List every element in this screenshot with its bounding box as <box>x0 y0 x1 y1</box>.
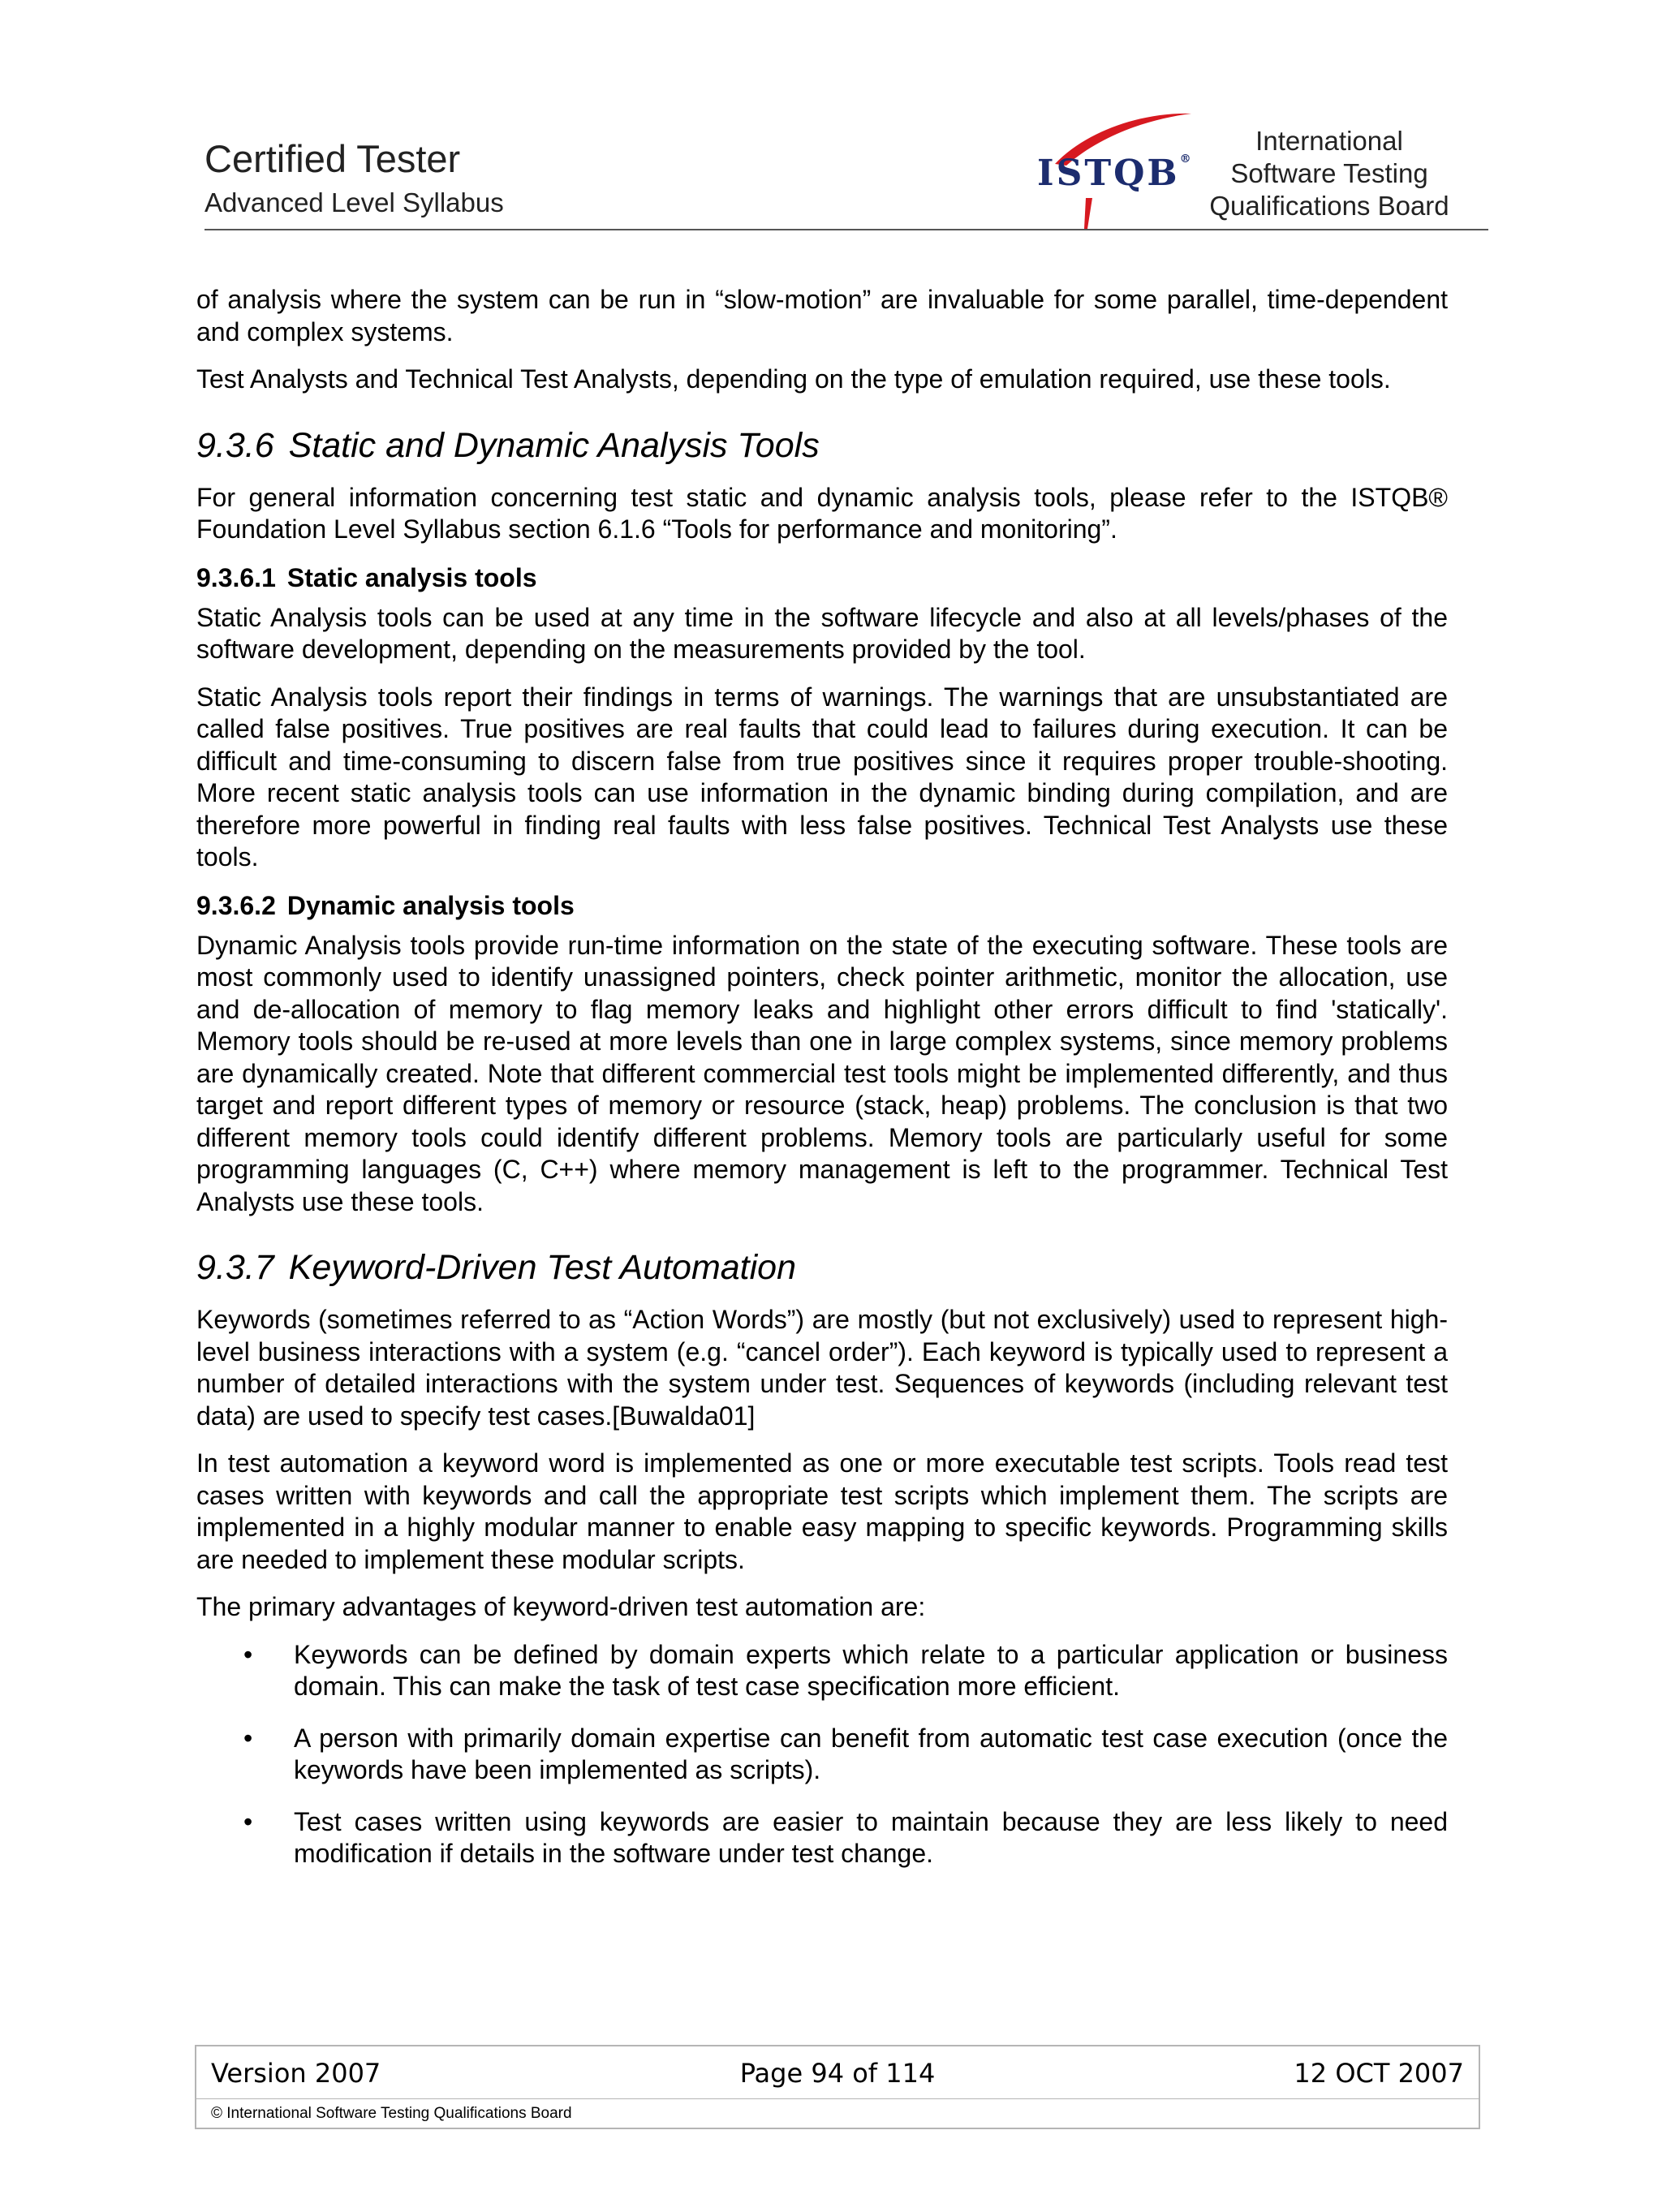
paragraph: Static Analysis tools can be used at any time in the software lifecycle and also at all levels/phases of the software development, depending on the measurements provided by the tool. <box>196 602 1448 664</box>
org-line-2: Software Testing <box>1230 158 1428 188</box>
document-subtitle: Advanced Level Syllabus <box>205 187 504 217</box>
paragraph: The primary advantages of keyword-driven test automation are: <box>196 1592 926 1621</box>
paragraph: For general information concerning test static and dynamic analysis tools, please refer to the ISTQB® Foundation Level Syllabus section 6.1.6 “Tools for performance and monitoring”. <box>196 482 1448 544</box>
paragraph: of analysis where the system can be run in “slow-motion” are invaluable for some parallel, time-dependent and complex systems. <box>196 285 1448 346</box>
paragraph: In test automation a keyword word is implemented as one or more executable test scripts. Tools read test cases written with keywords and call the appropriate test scripts which implement them. The scripts are implemented in a highly modular manner to enable easy mapping to specific keywords. Programming skills are needed to implement these modular scripts. <box>196 1448 1448 1574</box>
page-header <box>205 96 1488 230</box>
list-item: • A person with primarily domain expertise can benefit from automatic test case execution (once the keywords have been implemented as scripts). <box>243 1723 1448 1784</box>
list-item: • Test cases written using keywords are easier to maintain because they are less likely to need modification if details in the software under test change. <box>243 1806 1448 1868</box>
bullet-icon: • <box>243 1639 253 1669</box>
org-line-1: International <box>1255 126 1403 156</box>
section-heading-9-3-7: 9.3.7 Keyword-Driven Test Automation <box>196 1248 797 1287</box>
bullet-icon: • <box>243 1723 253 1753</box>
organization-name <box>1175 125 1483 222</box>
page-footer <box>195 2045 1480 2129</box>
istqb-logo: ISTQB® <box>1037 153 1191 194</box>
document-title: Certified Tester <box>205 137 461 180</box>
footer-version: Version 2007 <box>211 2058 381 2089</box>
footer-copyright: © International Software Testing Qualifications Board <box>196 2098 1479 2128</box>
footer-date: 12 OCT 2007 <box>1294 2058 1464 2089</box>
bullet-icon: • <box>243 1806 253 1836</box>
page-content <box>196 284 1448 1890</box>
paragraph: Test Analysts and Technical Test Analysts, depending on the type of emulation required, use these tools. <box>196 364 1391 394</box>
advantages-list <box>196 1639 1448 1870</box>
list-item: • Keywords can be defined by domain experts which relate to a particular application or business domain. This can make the task of test case specification more efficient. <box>243 1639 1448 1701</box>
org-line-3: Qualifications Board <box>1209 191 1449 221</box>
paragraph: Dynamic Analysis tools provide run-time information on the state of the executing software. These tools are most commonly used to identify unassigned pointers, check pointer arithmetic, monitor the allocation, use and de-allocation of memory to flag memory leaks and highlight other errors difficult to find 'statically'. Memory tools should be re-used at more levels than one in large complex systems, since memory problems are dynamically created. Note that different commercial test tools might be implemented differently, and thus target and report different types of memory or resource (stack, heap) problems. The conclusion is that two different memory tools could identify different problems. Memory tools are particularly useful for some programming languages (C, C++) where memory management is left to the programmer. Technical Test Analysts use these tools. <box>196 930 1448 1216</box>
paragraph: Keywords (sometimes referred to as “Action Words”) are mostly (but not exclusively) used to represent high-level business interactions with a system (e.g. “cancel order”). Each keyword is typically used to represent a number of detailed interactions with the system under test. Sequences of keywords (including relevant test data) are used to specify test cases.[Buwalda01] <box>196 1305 1448 1431</box>
paragraph: Static Analysis tools report their findings in terms of warnings. The warnings that are unsubstantiated are called false positives. True positives are real faults that could lead to failures during execution. It can be difficult and time-consuming to discern false from true positives since it requires proper trouble-shooting. More recent static analysis tools can use information in the dynamic binding during compilation, and are therefore more powerful in finding real faults with less false positives. Technical Test Analysts use these tools. <box>196 682 1448 871</box>
section-heading-9-3-6: 9.3.6 Static and Dynamic Analysis Tools <box>196 425 820 465</box>
subsection-heading-9-3-6-1: 9.3.6.1 Static analysis tools <box>196 562 537 592</box>
footer-page-number: Page 94 of 114 <box>739 2058 936 2089</box>
subsection-heading-9-3-6-2: 9.3.6.2 Dynamic analysis tools <box>196 890 575 920</box>
